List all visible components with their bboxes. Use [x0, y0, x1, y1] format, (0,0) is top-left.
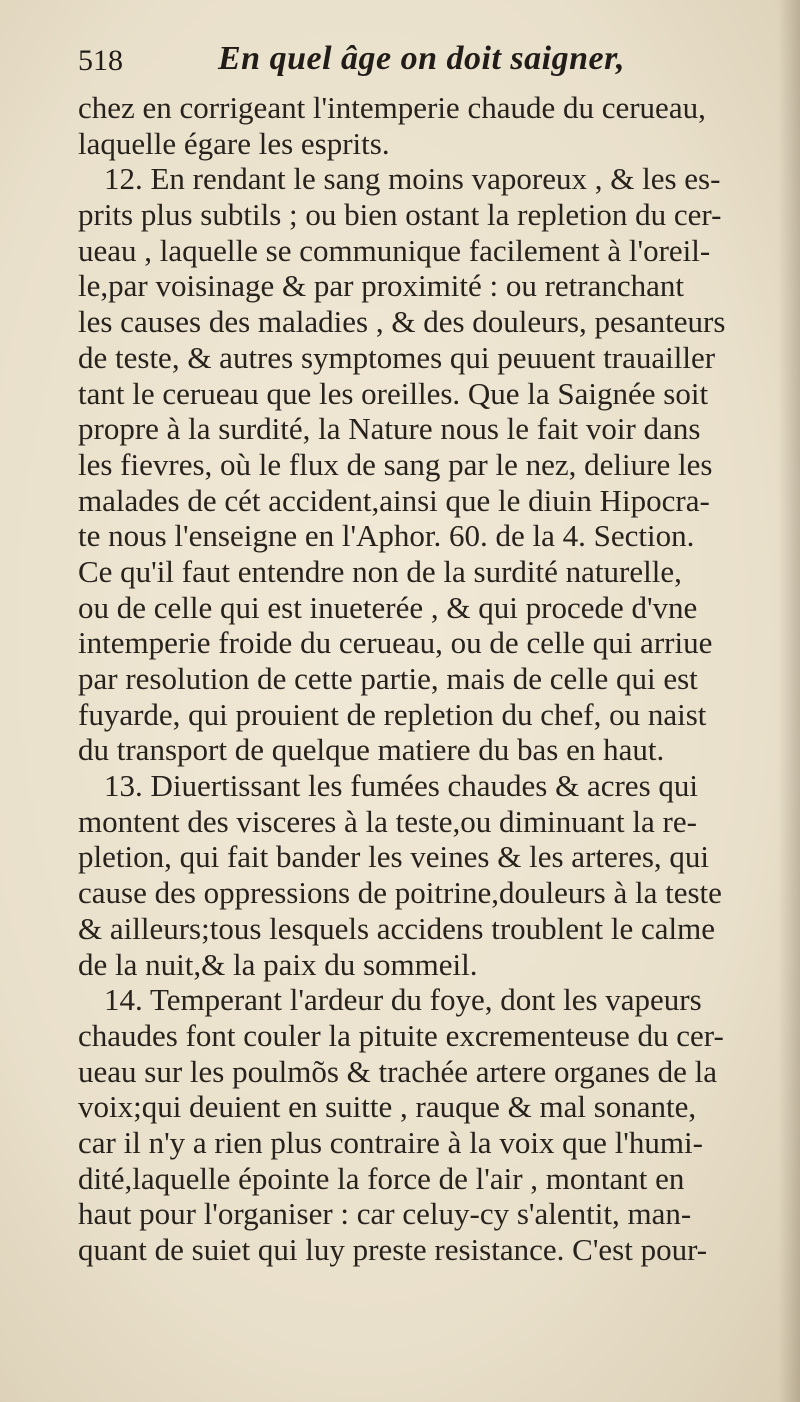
running-head: En quel âge on doit saigner,	[218, 40, 625, 77]
text-line: prits plus subtils ; ou bien ostant la repletion du cer-	[78, 197, 722, 233]
page-number: 518	[78, 44, 123, 77]
text-line: ueau , laquelle se communique facilement à l'oreil-	[78, 232, 711, 268]
text-line: de la nuit,& la paix du sommeil.	[78, 946, 478, 982]
text-line: fuyarde, qui prouient de repletion du chef, ou naist	[78, 696, 707, 732]
text-line: Ce qu'il faut entendre non de la surdité naturelle,	[78, 553, 682, 589]
text-line: chaudes font couler la pituite excrementeuse du cer-	[78, 1017, 724, 1053]
text-line: les causes des maladies , & des douleurs, pesanteurs	[78, 304, 726, 340]
text-line: 12. En rendant le sang moins vaporeux , & les es-	[104, 161, 721, 197]
text-line: tant le cerueau que les oreilles. Que la Saignée soit	[78, 375, 709, 411]
text-line: dité,laquelle épointe la force de l'air , montant en	[78, 1160, 685, 1196]
text-line: 13. Diuertissant les fumées chaudes & acres qui	[104, 768, 698, 804]
text-line: voix;qui deuient en suitte , rauque & mal sonante,	[78, 1089, 697, 1125]
text-line: intemperie froide du cerueau, ou de celle qui arriue	[78, 625, 713, 661]
text-line: te nous l'enseigne en l'Aphor. 60. de la 4. Section.	[78, 518, 695, 554]
text-line: propre à la surdité, la Nature nous le fait voir dans	[78, 411, 701, 447]
text-line: ueau sur les poulmõs & trachée artere organes de la	[78, 1053, 717, 1089]
body-text	[78, 90, 798, 1268]
text-line: 14. Temperant l'ardeur du foye, dont les vapeurs	[104, 982, 702, 1018]
text-line: le,par voisinage & par proximité : ou retranchant	[78, 268, 685, 304]
text-line: cause des oppressions de poitrine,douleurs à la teste	[78, 875, 722, 911]
text-line: & ailleurs;tous lesquels accidens troublent le calme	[78, 910, 716, 946]
text-line: malades de cét accident,ainsi que le diuin Hipocra-	[78, 482, 710, 518]
text-line: pletion, qui fait bander les veines & les arteres, qui	[78, 839, 710, 875]
text-line: laquelle égare les esprits.	[78, 125, 390, 161]
text-line: haut pour l'organiser : car celuy-cy s'alentit, man-	[78, 1196, 692, 1232]
text-line: ou de celle qui est inueterée , & qui procede d'vne	[78, 589, 698, 625]
text-line: montent des visceres à la teste,ou diminuant la re-	[78, 803, 697, 839]
text-line: par resolution de cette partie, mais de celle qui est	[78, 661, 698, 696]
text-line: chez en corrigeant l'intemperie chaude du cerueau,	[78, 90, 706, 125]
text-line: du transport de quelque matiere du bas en haut.	[78, 732, 665, 768]
page-header	[78, 38, 698, 86]
page-edge-shadow	[778, 0, 800, 1402]
text-line: de teste, & autres symptomes qui peuuent trauailler	[78, 339, 716, 375]
text-line: car il n'y a rien plus contraire à la voix que l'humi-	[78, 1124, 703, 1160]
text-line: les fievres, où le flux de sang par le nez, deliure les	[78, 446, 713, 482]
text-line: quant de suiet qui luy preste resistance. C'est pour-	[78, 1232, 708, 1267]
